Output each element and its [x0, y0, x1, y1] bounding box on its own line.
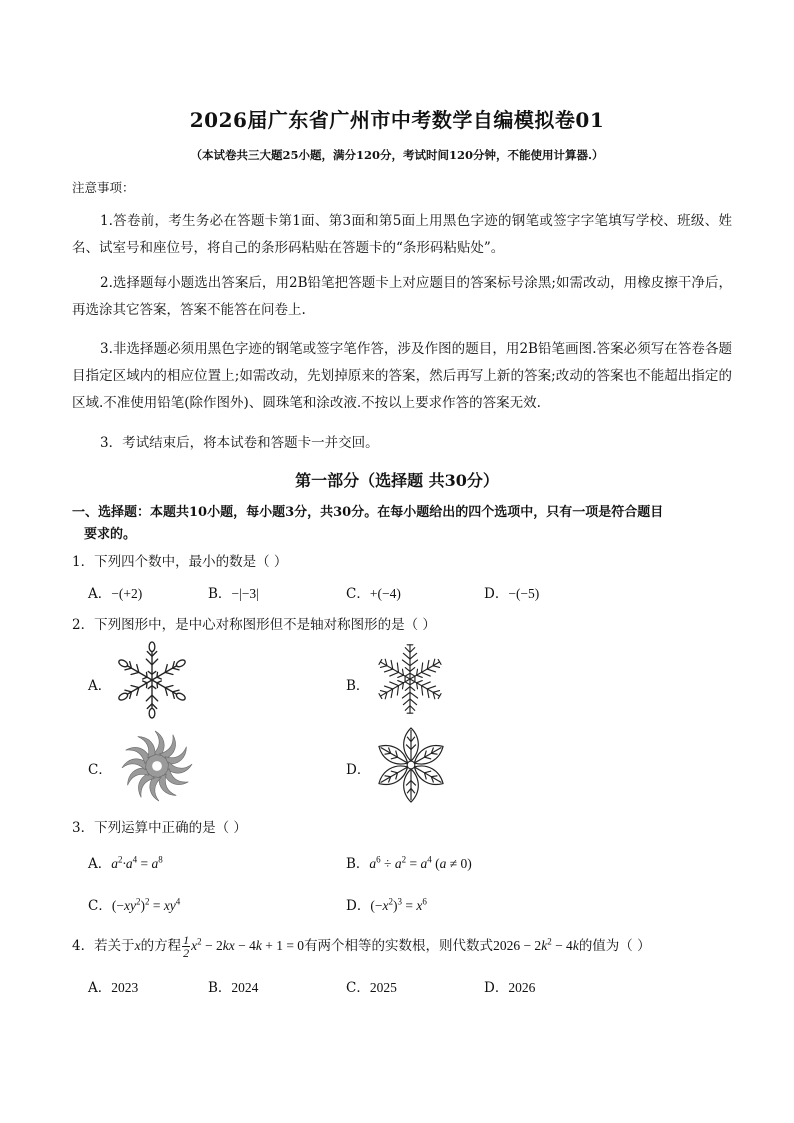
- notice-item-2: 2.选择题每小题选出答案后，用2B铅笔把答题卡上对应题目的答案标号涂黑;如需改动，用橡皮擦干净后，再选涂其它答案，答案不能答在问卷上.: [72, 275, 732, 318]
- q1-option-d: D．−(−5): [484, 586, 540, 602]
- q3-option-b: B．$a^6 \div a^2 = a^4$ (a ≠ 0): [346, 854, 472, 872]
- question-4-stem: 4．若关于x的方程 $\frac{1}{2}$ $x^2 - 2kx - 4k + 1 = 0$有两个相等的实数根，则代数式$2026 - 2k^2 - 4k$的值为（ ）: [72, 933, 651, 961]
- instruction-line-1: 一、选择题：本题共10小题，每小题3分，共30分。在每小题给出的四个选项中，只有一项是符合题目: [72, 505, 664, 520]
- question-2-stem: 2．下列图形中，是中心对称图形但不是轴对称图形的是（ ）: [72, 617, 436, 633]
- q2-option-d-label: D．: [346, 762, 371, 778]
- q2-option-c-label: C．: [88, 762, 112, 778]
- figure-b-snowflake-icon: [372, 638, 448, 720]
- figure-a-snowflake-icon: [114, 640, 190, 720]
- notice-item-4: 3．考试结束后，将本试卷和答题卡一并交回。: [100, 435, 379, 451]
- q4-option-c: C．2025: [346, 980, 397, 996]
- q1-option-c: C．+(−4): [346, 586, 401, 602]
- section-instruction: [72, 502, 732, 546]
- q2-option-b-label: B．: [346, 678, 370, 694]
- page-title: 2026届广东省广州市中考数学自编模拟卷01: [189, 108, 605, 132]
- q3-option-d: D．$(-x^2)^3 = x^6$: [346, 896, 427, 914]
- exam-info: （本试卷共三大题25小题，满分120分，考试时间120分钟，不能使用计算器.）: [190, 148, 604, 162]
- q3-option-a: A．$a^2\cdot a^4 = a^8$: [88, 854, 163, 872]
- q1-option-b: B．−|−3|: [208, 586, 259, 602]
- figure-d-leaf-flower-icon: [372, 724, 450, 806]
- q3-option-c: C．$(-xy^2)^2 = xy^4$: [88, 896, 181, 914]
- q1-option-a: A．−(+2): [88, 586, 143, 602]
- instruction-line-2: 要求的。: [84, 527, 137, 542]
- question-3-stem: 3．下列运算中正确的是（ ）: [72, 820, 247, 836]
- notice-heading: 注意事项：: [72, 180, 135, 195]
- figure-c-swirl-icon: [118, 726, 196, 806]
- notice-item-1: 1.答卷前，考生务必在答题卡第1面、第3面和第5面上用黑色字迹的钢笔或签字字笔填写学校、班级、姓名、试室号和座位号，将自己的条形码粘贴在答题卡的“条形码粘贴处”。: [72, 213, 732, 256]
- q2-option-a-label: A．: [88, 678, 112, 694]
- question-1-stem: 1．下列四个数中，最小的数是（ ）: [72, 554, 288, 570]
- q4-option-b: B．2024: [208, 980, 259, 996]
- section-title: 第一部分（选择题 共30分）: [295, 471, 499, 490]
- notice-item-3: 3.非选择题必须用黑色字迹的钢笔或签字笔作答，涉及作图的题目，用2B铅笔画图.答案必须写在答卷各题目指定区域内的相应位置上;如需改动，先划掉原来的答案，然后再写上新的答案;改动的答案也不能超出指定的区域.不准使用铅笔(除作图外)、圆珠笔和涂改液.不按以上要求作答的答案无效.: [72, 341, 732, 411]
- q4-option-a: A．2023: [88, 980, 139, 996]
- q4-option-d: D．2026: [484, 980, 536, 996]
